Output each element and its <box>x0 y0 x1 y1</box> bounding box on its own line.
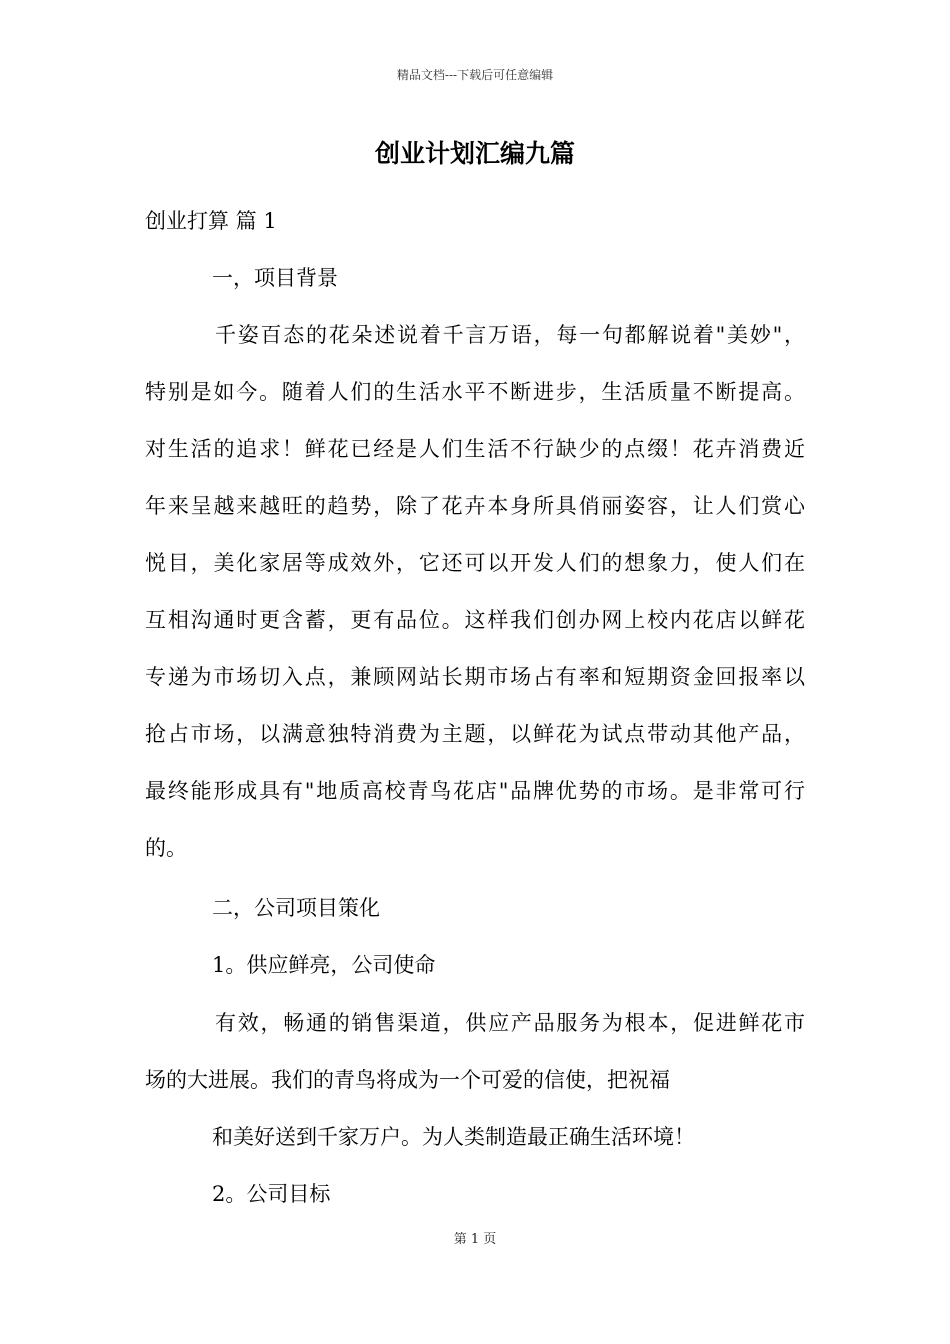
paragraph-line: 专递为市场切入点，兼顾网站长期市场占有率和短期资金回报率以 <box>145 665 805 689</box>
list-item: 2。公司目标 <box>212 1182 331 1206</box>
paragraph-line: 最终能形成具有"地质高校青鸟花店"品牌优势的市场。是非常可行 <box>145 779 805 803</box>
list-item: 1。供应鲜亮，公司使命 <box>212 953 436 977</box>
paragraph-line: 的。 <box>145 836 187 860</box>
subheading-company-project: 二，公司项目策化 <box>212 896 380 920</box>
paragraph-line: 有效，畅通的销售渠道，供应产品服务为根本，促进鲜花市 <box>215 1011 805 1035</box>
paragraph-line: 抢占市场，以满意独特消费为主题，以鲜花为试点带动其他产品， <box>145 722 805 746</box>
section-heading: 创业打算 篇 1 <box>145 209 277 233</box>
paragraph-line: 千姿百态的花朵述说着千言万语，每一句都解说着"美妙"， <box>215 323 805 347</box>
document-title: 创业计划汇编九篇 <box>374 139 575 168</box>
paragraph-line: 对生活的追求！鲜花已经是人们生活不行缺少的点缀！花卉消费近 <box>145 437 805 461</box>
paragraph-line: 互相沟通时更含蓄，更有品位。这样我们创办网上校内花店以鲜花 <box>145 608 805 632</box>
subheading-project-background: 一，项目背景 <box>212 266 338 290</box>
paragraph-line: 特别是如今。随着人们的生活水平不断进步，生活质量不断提高。 <box>145 380 805 404</box>
paragraph-line: 悦目，美化家居等成效外，它还可以开发人们的想象力，使人们在 <box>145 551 805 575</box>
page-header: 精品文档---下载后可任意编辑 <box>396 68 554 82</box>
paragraph-line: 场的大进展。我们的青鸟将成为一个可爱的信使，把祝福 <box>145 1068 670 1092</box>
paragraph-line: 年来呈越来越旺的趋势，除了花卉本身所具俏丽姿容，让人们赏心 <box>145 494 805 518</box>
paragraph-line: 和美好送到千家万户。为人类制造最正确生活环境！ <box>212 1125 695 1149</box>
page-footer: 第 1 页 <box>453 1232 497 1247</box>
